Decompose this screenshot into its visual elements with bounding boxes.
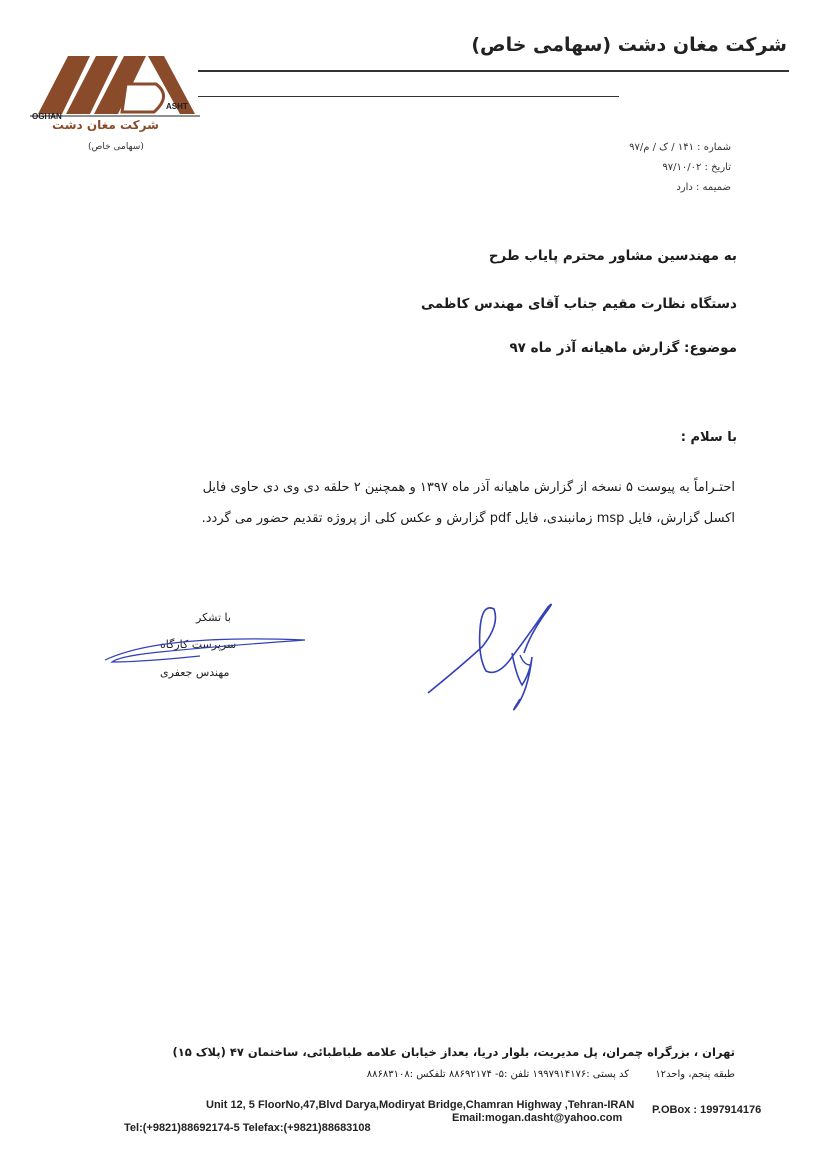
footer-address-en: Unit 12, 5 FloorNo,47,Blvd Darya,Modiryat Bridge,Chamran Highway ,Tehran-IRAN (206, 1099, 635, 1111)
company-title: شرکت مغان دشت (سهامی خاص) (471, 34, 787, 56)
greeting: با سلام : (680, 430, 737, 445)
letter-number: شماره : ۱۴۱ / ک / م/۹۷ (629, 142, 731, 153)
header-rule-bottom (198, 96, 619, 97)
logo-left-mark: OGHAN (32, 112, 62, 121)
letter-date: تاریخ : ۹۷/۱۰/۰۲ (662, 162, 731, 173)
letter-attachment: ضمیمه : دارد (676, 182, 731, 193)
letter-subject: موضوع: گزارش ماهیانه آذر ماه ۹۷ (509, 340, 737, 356)
handwritten-signature (420, 595, 580, 715)
footer-postal-fa: کد پستی :۱۹۹۷۹۱۴۱۷۶ تلفن :۵- ۸۸۶۹۲۱۷۴ تلفکس :۸۸۶۸۳۱۰۸ (366, 1069, 629, 1080)
body-paragraph (115, 472, 735, 534)
signature-thanks: با تشکر (196, 611, 231, 624)
body-line-2: اکسل گزارش، فایل msp زمانبندی، فایل pdf گزارش و عکس کلی از پروژه تقدیم حضور می گردد. (201, 511, 735, 526)
recipient-line2: دستگاه نظارت مقیم جناب آقای مهندس کاظمی (421, 296, 737, 312)
logo-right-mark: ASHT (166, 102, 188, 111)
body-line-1: احتـراماً به پیوست ۵ نسخه از گزارش ماهیانه آذر ماه ۱۳۹۷ و همچنین ۲ حلقه دی وی دی حاوی فایل (202, 480, 735, 495)
footer-pobox-en: P.OBox : 1997914176 (652, 1104, 762, 1116)
footer-email-en: Email:mogan.dasht@yahoo.com (452, 1112, 623, 1124)
header-rule-top (198, 70, 789, 72)
footer-address-fa: تهران ، بزرگراه چمران، پل مدیریت، بلوار دریا، بعداز خیابان علامه طباطبائی، ساختمان ۴۷ (پلاک ۱۵) (172, 1045, 735, 1059)
footer-unit-fa: طبقه پنجم، واحد۱۲ (655, 1069, 735, 1080)
footer-phone-en: Tel:(+9821)88692174-5 Telefax:(+9821)88683108 (124, 1122, 371, 1134)
signature-role: سرپرست کارگاه (160, 638, 237, 651)
signature-name: مهندس جعفری (160, 666, 230, 679)
recipient-line1: به مهندسین مشاور محترم پایاب طرح (488, 248, 737, 264)
logo-company-name: شرکت مغان دشت (52, 118, 159, 132)
signature-scribble (100, 628, 315, 678)
logo-company-type: (سهامی خاص) (88, 142, 144, 152)
